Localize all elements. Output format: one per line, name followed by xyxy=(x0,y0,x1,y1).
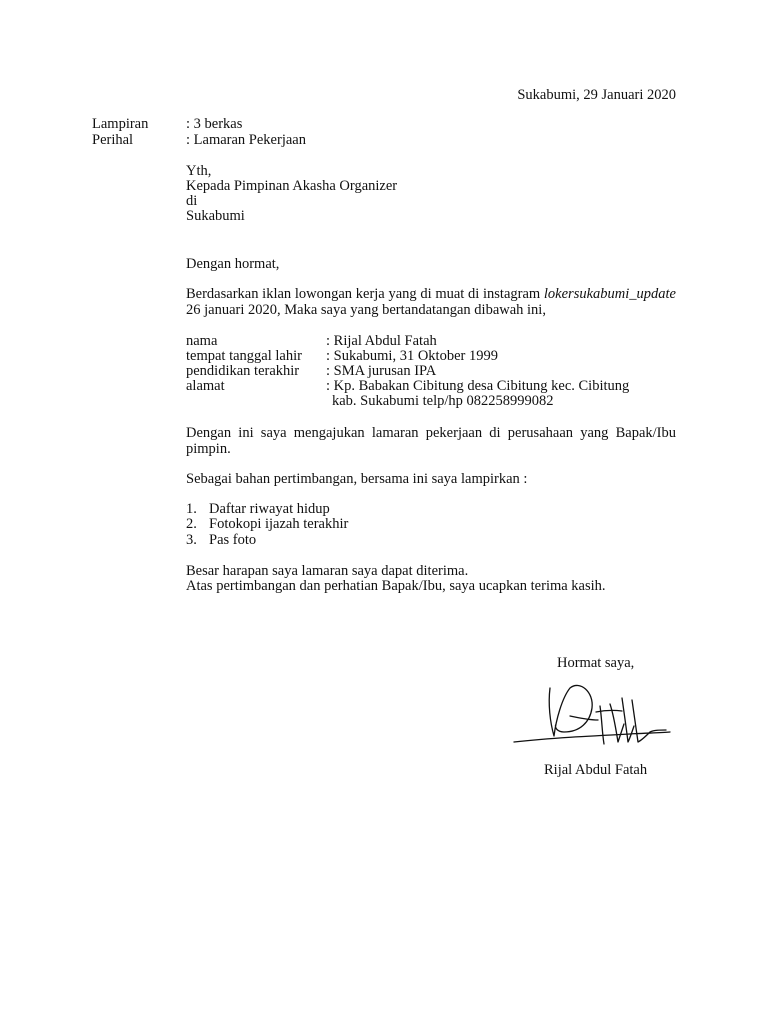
list-item-number: 3. xyxy=(186,532,197,548)
birth-label: tempat tanggal lahir xyxy=(186,348,302,364)
intro-text: Berdasarkan iklan lowongan kerja yang di muat di instagram xyxy=(186,286,544,302)
recipient-city: Sukabumi xyxy=(186,208,245,224)
application-line-1: Dengan ini saya mengajukan lamaran pekerjaan di perusahaan yang Bapak/Ibu xyxy=(186,425,676,441)
education-label: pendidikan terakhir xyxy=(186,363,300,379)
application-line-2: pimpin. xyxy=(186,441,231,457)
closing-line-2: Atas pertimbangan dan perhatian Bapak/Ibu, saya ucapkan terima kasih. xyxy=(186,578,606,594)
list-item: Pas foto xyxy=(209,532,257,548)
intro-paragraph xyxy=(186,286,676,318)
intro-line-1 xyxy=(186,286,676,302)
birth-value: : Sukabumi, 31 Oktober 1999 xyxy=(326,348,498,364)
handwritten-signature xyxy=(510,676,675,756)
application-paragraph xyxy=(186,425,676,457)
subject-label: Perihal xyxy=(92,132,134,148)
name-value: : Rijal Abdul Fatah xyxy=(326,333,437,349)
list-item: Daftar riwayat hidup xyxy=(209,501,330,517)
attachment-label: Lampiran xyxy=(92,116,149,132)
recipient-name: Kepada Pimpinan Akasha Organizer xyxy=(186,178,398,194)
subject-value: : Lamaran Pekerjaan xyxy=(186,132,306,148)
recipient-greeting: Yth, xyxy=(186,163,212,179)
signer-name: Rijal Abdul Fatah xyxy=(544,762,648,778)
list-item-number: 2. xyxy=(186,516,197,532)
salutation: Dengan hormat, xyxy=(186,256,280,272)
list-item-number: 1. xyxy=(186,501,197,517)
name-label: nama xyxy=(186,333,218,349)
place-date: Sukabumi, 29 Januari 2020 xyxy=(517,87,676,103)
intro-line-2: 26 januari 2020, Maka saya yang bertandatangan dibawah ini, xyxy=(186,302,546,318)
address-value-line-2: kab. Sukabumi telp/hp 082258999082 xyxy=(332,393,554,409)
closing-line-1: Besar harapan saya lamaran saya dapat diterima. xyxy=(186,563,469,579)
attachment-value: : 3 berkas xyxy=(186,116,243,132)
list-item: Fotokopi ijazah terakhir xyxy=(209,516,349,532)
address-value-line-1: : Kp. Babakan Cibitung desa Cibitung kec. Cibitung xyxy=(326,378,630,394)
signoff-closing: Hormat saya, xyxy=(557,655,635,671)
attachments-intro: Sebagai bahan pertimbangan, bersama ini saya lampirkan : xyxy=(186,471,528,487)
instagram-handle: lokersukabumi_update xyxy=(543,286,676,302)
education-value: : SMA jurusan IPA xyxy=(326,363,437,379)
recipient-di: di xyxy=(186,193,198,209)
address-label: alamat xyxy=(186,378,225,394)
